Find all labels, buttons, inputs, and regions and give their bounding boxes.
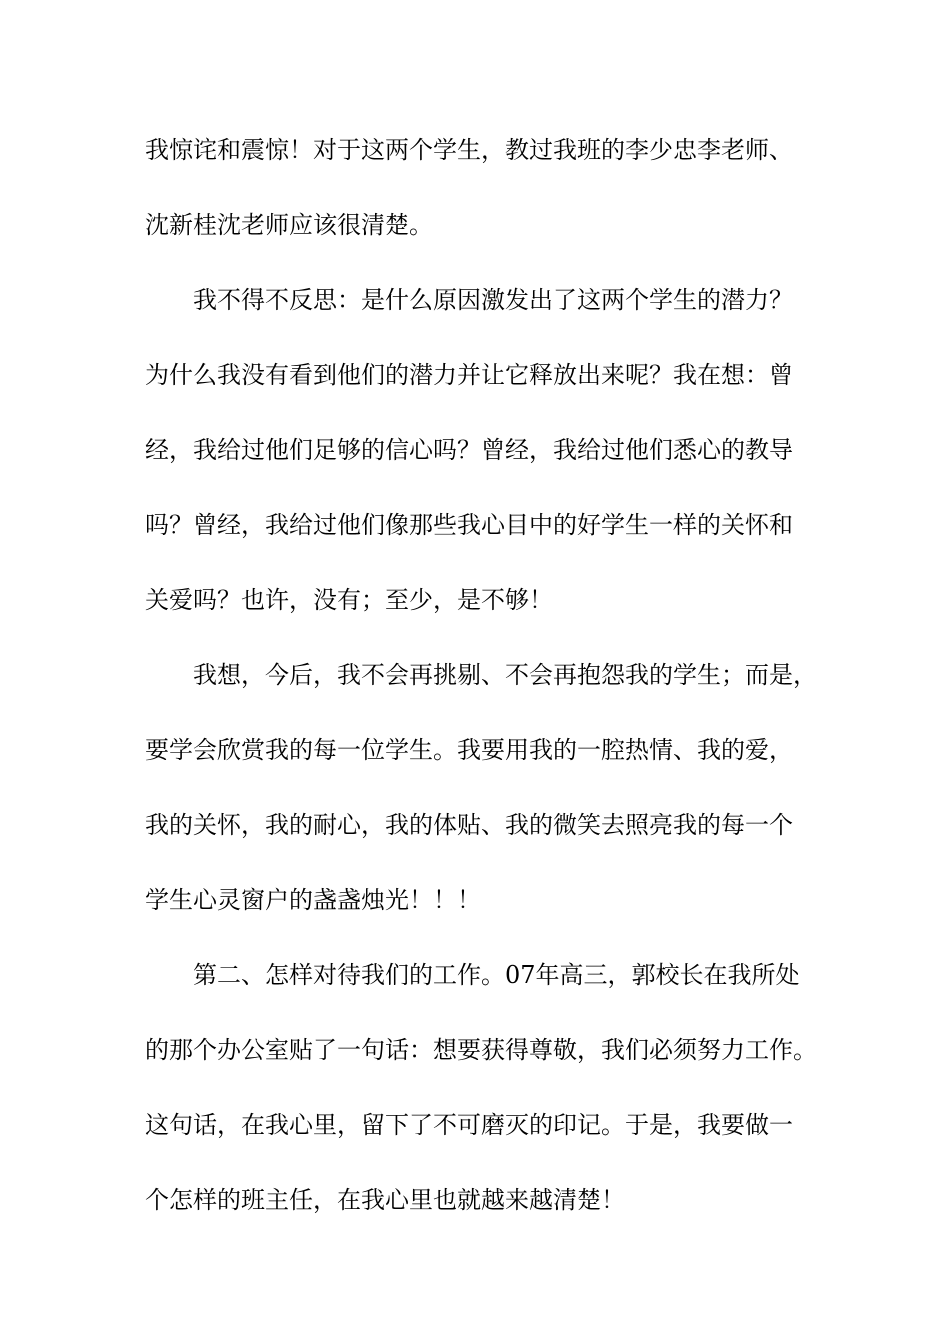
text-line — [0, 505, 950, 545]
line-text: 第二、怎样对待我们的工作。07年高三，郭校长在我所处 — [193, 961, 800, 989]
line-text: 我不得不反思：是什么原因激发出了这两个学生的潜力？ — [193, 286, 793, 314]
text-line — [0, 130, 950, 170]
text-line — [0, 1180, 950, 1220]
line-text: 关爱吗？也许，没有；至少，是不够！ — [145, 586, 553, 614]
line-text: 吗？曾经，我给过他们像那些我心目中的好学生一样的关怀和 — [145, 511, 793, 539]
paragraph-first-line — [0, 955, 950, 995]
text-line — [0, 805, 950, 845]
line-text: 的那个办公室贴了一句话：想要获得尊敬，我们必须努力工作。 — [145, 1036, 817, 1064]
text-line — [0, 580, 950, 620]
line-text: 为什么我没有看到他们的潜力并让它释放出来呢？我在想：曾 — [145, 361, 793, 389]
line-text: 要学会欣赏我的每一位学生。我要用我的一腔热情、我的爱， — [145, 736, 793, 764]
text-line — [0, 355, 950, 395]
line-text: 我想，今后，我不会再挑剔、不会再抱怨我的学生；而是， — [193, 661, 817, 689]
paragraph-first-line — [0, 655, 950, 695]
text-line — [0, 205, 950, 245]
paragraph-first-line — [0, 280, 950, 320]
line-text: 我惊诧和震惊！对于这两个学生，教过我班的李少忠李老师、 — [145, 136, 793, 164]
text-line — [0, 1105, 950, 1145]
text-line — [0, 730, 950, 770]
line-text: 学生心灵窗户的盏盏烛光！！！ — [145, 886, 481, 914]
line-text: 这句话，在我心里，留下了不可磨灭的印记。于是，我要做一 — [145, 1111, 793, 1139]
line-text: 个怎样的班主任，在我心里也就越来越清楚！ — [145, 1186, 625, 1214]
line-text: 经，我给过他们足够的信心吗？曾经，我给过他们悉心的教导 — [145, 436, 793, 464]
line-text: 我的关怀，我的耐心，我的体贴、我的微笑去照亮我的每一个 — [145, 811, 793, 839]
text-line — [0, 1030, 950, 1070]
line-text: 沈新桂沈老师应该很清楚。 — [145, 211, 433, 239]
text-line — [0, 430, 950, 470]
text-line — [0, 880, 950, 920]
